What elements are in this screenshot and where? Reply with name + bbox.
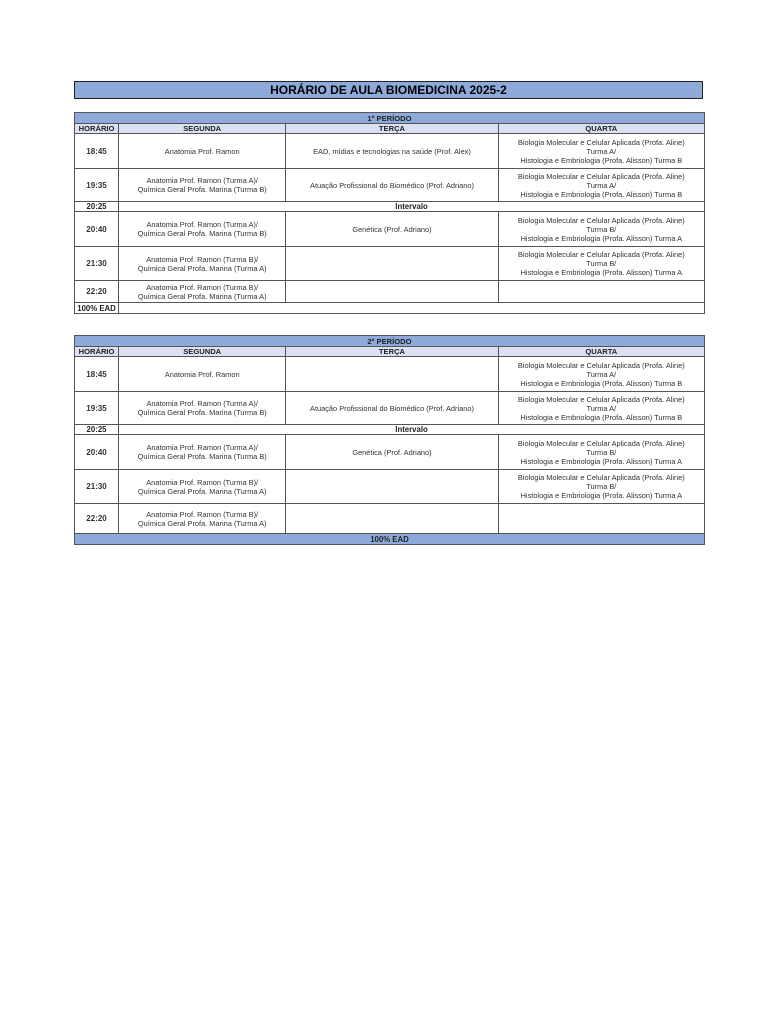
monday-cell: Anatomia Prof. Ramon (Turma A)/ Química Geral Profa. Marina (Turma B) (119, 169, 286, 202)
time-cell: 21:30 (75, 470, 119, 504)
table-row (75, 212, 705, 247)
ead-label: 100% EAD (75, 303, 119, 314)
monday-cell: Anatomia Prof. Ramon (Turma B)/ Química Geral Profa. Marina (Turma A) (119, 504, 286, 534)
monday-cell: Anatomia Prof. Ramon (Turma A)/ Química Geral Profa. Marina (Turma B) (119, 435, 286, 470)
interval-label: Intervalo (119, 202, 705, 212)
ead-empty (119, 303, 705, 314)
time-cell: 20:40 (75, 435, 119, 470)
wednesday-cell: Biologia Molecular e Celular Aplicada (Profa. Aline) Turma B/ Histologia e Embriologia (Profa. Alisson) Turma A (498, 247, 704, 281)
tuesday-cell (286, 504, 498, 534)
time-cell: 18:45 (75, 357, 119, 392)
wednesday-cell (498, 281, 704, 303)
table-row (75, 169, 705, 202)
header-monday: SEGUNDA (119, 124, 286, 134)
wednesday-cell: Biologia Molecular e Celular Aplicada (Profa. Aline) Turma B/ Histologia e Embriologia (Profa. Alisson) Turma A (498, 212, 704, 247)
schedule-table-period-1 (74, 112, 705, 314)
header-tuesday: TERÇA (286, 347, 498, 357)
ead-label: 100% EAD (75, 534, 705, 545)
monday-cell: Anatomia Prof. Ramon (Turma B)/ Química Geral Profa. Marina (Turma A) (119, 470, 286, 504)
table-row (75, 470, 705, 504)
wednesday-cell: Biologia Molecular e Celular Aplicada (Profa. Aline) Turma A/ Histologia e Embriologia (Profa. Alisson) Turma B (498, 392, 704, 425)
period-title: 2º PERÍODO (75, 336, 705, 347)
monday-cell: Anatomia Prof. Ramon (Turma A)/ Química Geral Profa. Marina (Turma B) (119, 212, 286, 247)
interval-row (75, 202, 705, 212)
time-cell: 22:20 (75, 281, 119, 303)
tuesday-cell: EAD, mídias e tecnologias na saúde (Prof. Alex) (286, 134, 498, 169)
time-cell: 22:20 (75, 504, 119, 534)
time-cell: 19:35 (75, 392, 119, 425)
interval-time: 20:25 (75, 202, 119, 212)
table-row (75, 357, 705, 392)
time-cell: 18:45 (75, 134, 119, 169)
header-time: HORÁRIO (75, 124, 119, 134)
table-row (75, 504, 705, 534)
tuesday-cell (286, 281, 498, 303)
wednesday-cell: Biologia Molecular e Celular Aplicada (Profa. Aline) Turma B/ Histologia e Embriologia (Profa. Alisson) Turma A (498, 470, 704, 504)
wednesday-cell: Biologia Molecular e Celular Aplicada (Profa. Aline) Turma B/ Histologia e Embriologia (Profa. Alisson) Turma A (498, 435, 704, 470)
wednesday-cell: Biologia Molecular e Celular Aplicada (Profa. Aline) Turma A/ Histologia e Embriologia (Profa. Alisson) Turma B (498, 169, 704, 202)
table-row (75, 247, 705, 281)
ead-row (75, 534, 705, 545)
wednesday-cell (498, 504, 704, 534)
table-row (75, 435, 705, 470)
monday-cell: Anatomia Prof. Ramon (Turma B)/ Química Geral Profa. Marina (Turma A) (119, 281, 286, 303)
period-header-row (75, 336, 705, 347)
wednesday-cell: Biologia Molecular e Celular Aplicada (Profa. Aline) Turma A/ Histologia e Embriologia (Profa. Alisson) Turma B (498, 134, 704, 169)
table-row (75, 134, 705, 169)
monday-cell: Anatomia Prof. Ramon (119, 357, 286, 392)
tuesday-cell (286, 470, 498, 504)
monday-cell: Anatomia Prof. Ramon (119, 134, 286, 169)
schedule-table-period-2 (74, 335, 705, 545)
tuesday-cell: Genética (Prof. Adriano) (286, 435, 498, 470)
time-cell: 19:35 (75, 169, 119, 202)
header-tuesday: TERÇA (286, 124, 498, 134)
tuesday-cell (286, 357, 498, 392)
wednesday-cell: Biologia Molecular e Celular Aplicada (Profa. Aline) Turma A/ Histologia e Embriologia (Profa. Alisson) Turma B (498, 357, 704, 392)
tuesday-cell: Atuação Profissional do Biomédico (Prof. Adriano) (286, 392, 498, 425)
header-time: HORÁRIO (75, 347, 119, 357)
interval-row (75, 425, 705, 435)
column-header-row (75, 124, 705, 134)
page-title: HORÁRIO DE AULA BIOMEDICINA 2025-2 (74, 81, 703, 99)
header-monday: SEGUNDA (119, 347, 286, 357)
ead-row (75, 303, 705, 314)
monday-cell: Anatomia Prof. Ramon (Turma B)/ Química Geral Profa. Marina (Turma A) (119, 247, 286, 281)
interval-time: 20:25 (75, 425, 119, 435)
table-row (75, 281, 705, 303)
column-header-row (75, 347, 705, 357)
header-wednesday: QUARTA (498, 124, 704, 134)
tuesday-cell (286, 247, 498, 281)
header-wednesday: QUARTA (498, 347, 704, 357)
period-header-row (75, 113, 705, 124)
monday-cell: Anatomia Prof. Ramon (Turma A)/ Química Geral Profa. Marina (Turma B) (119, 392, 286, 425)
time-cell: 21:30 (75, 247, 119, 281)
period-title: 1º PERÍODO (75, 113, 705, 124)
tuesday-cell: Genética (Prof. Adriano) (286, 212, 498, 247)
interval-label: Intervalo (119, 425, 705, 435)
table-row (75, 392, 705, 425)
time-cell: 20:40 (75, 212, 119, 247)
tuesday-cell: Atuação Profissional do Biomédico (Prof. Adriano) (286, 169, 498, 202)
